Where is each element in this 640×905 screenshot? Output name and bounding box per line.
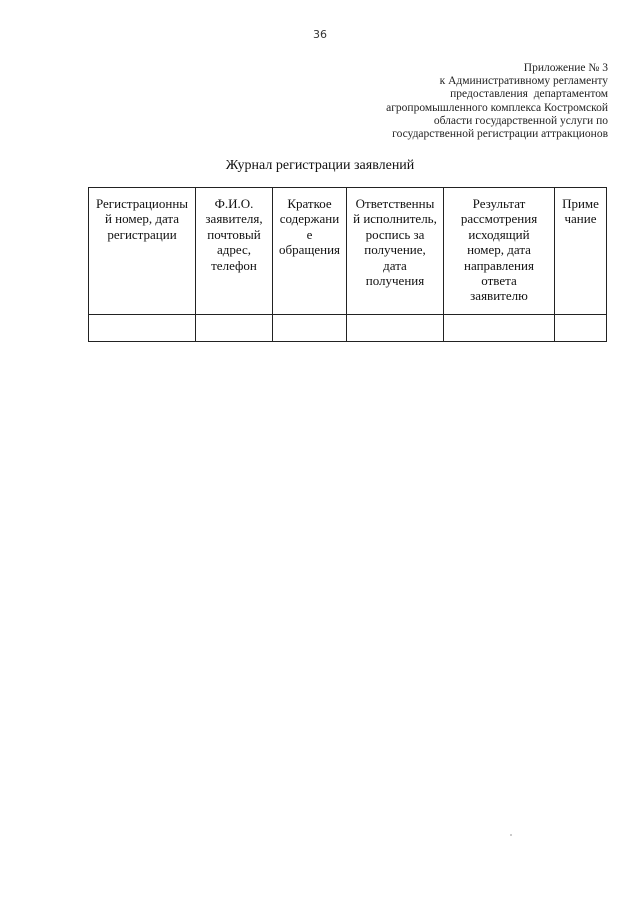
appendix-line: предоставления департаментом xyxy=(450,88,608,101)
table-row xyxy=(89,315,607,342)
scan-speck xyxy=(510,834,512,836)
table-header-row xyxy=(89,188,607,315)
appendix-line: Приложение № 3 xyxy=(523,62,608,74)
table-cell xyxy=(347,315,444,342)
column-header-summary: Краткое содержани е обращения xyxy=(273,188,347,315)
table-cell xyxy=(555,315,607,342)
table-cell xyxy=(444,315,555,342)
column-header-registration-number: Регистрационны й номер, дата регистрации xyxy=(89,188,196,315)
appendix-line: агропромышленного комплекса Костромской xyxy=(386,101,608,114)
column-header-applicant: Ф.И.О. заявителя, почтовый адрес, телефон xyxy=(196,188,273,315)
table-cell xyxy=(89,315,196,342)
table-cell xyxy=(196,315,273,342)
appendix-line: области государственной услуги по xyxy=(433,114,608,127)
journal-table xyxy=(88,187,607,342)
appendix-reference xyxy=(308,62,608,141)
column-header-executor: Ответственны й исполнитель, роспись за получение, дата получения xyxy=(347,188,444,315)
table-cell xyxy=(273,315,347,342)
journal-title: Журнал регистрации заявлений xyxy=(225,158,415,173)
appendix-line: к Административному регламенту xyxy=(439,75,608,88)
column-header-note: Приме чание xyxy=(555,188,607,315)
page-number: 36 xyxy=(313,28,327,41)
appendix-line: государственной регистрации аттракционов xyxy=(392,128,608,141)
column-header-result: Результат рассмотрения исходящий номер, дата направления ответа заявителю xyxy=(444,188,555,315)
